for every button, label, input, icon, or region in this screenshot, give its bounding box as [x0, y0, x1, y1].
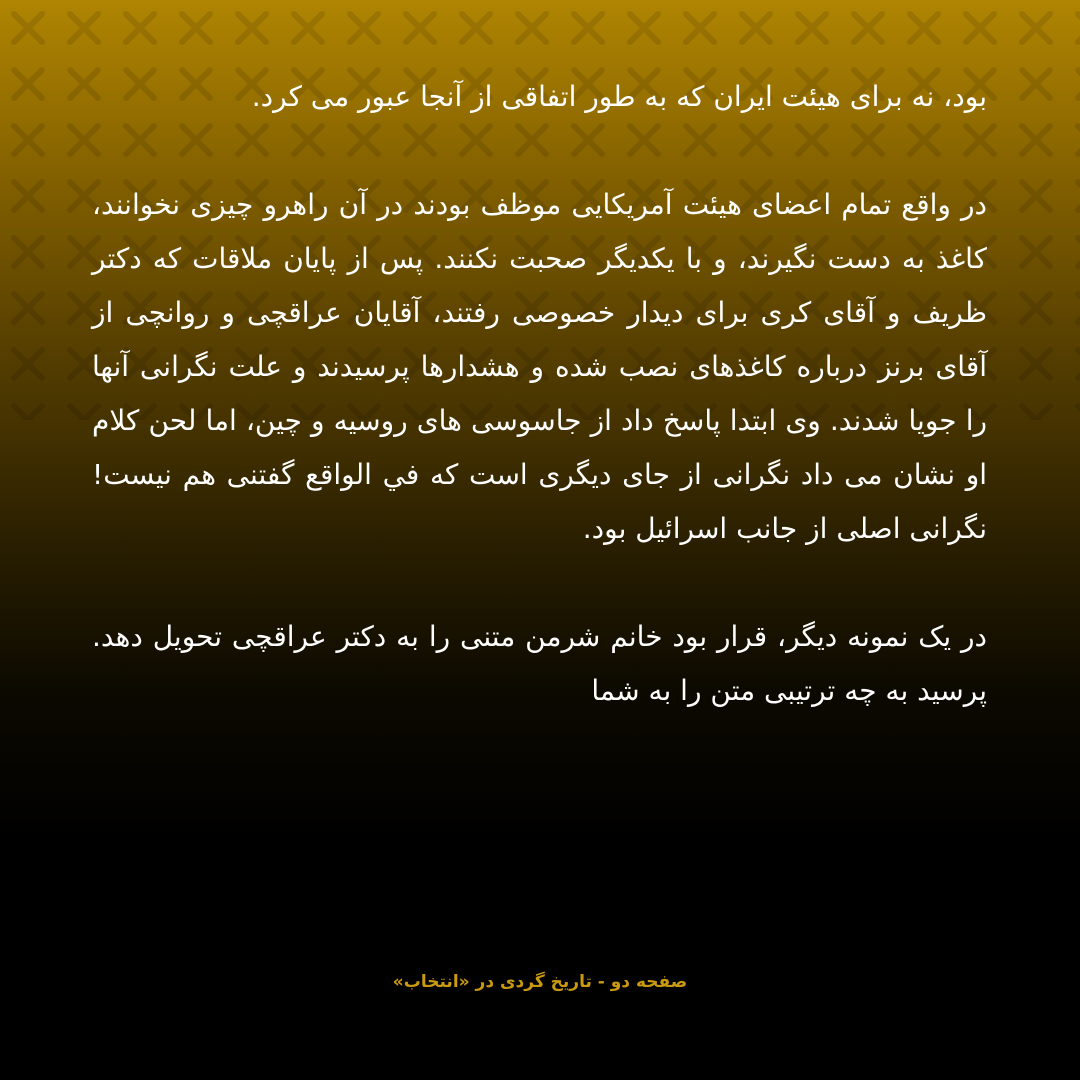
paragraph-3: در یک نمونه دیگر، قرار بود خانم شرمن متنی را به دکتر عراقچی تحویل دهد. پرسید به چه ترتیبی متن را به شما	[92, 620, 987, 707]
article-body	[92, 70, 987, 718]
paragraph-spacer	[92, 556, 987, 610]
page-footer-caption: صفحه دو - تاریخ گردی در «انتخاب»	[392, 972, 688, 992]
paragraph-1: بود، نه برای هیئت ایران که به طور اتفاقی از آنجا عبور می کرد.	[251, 80, 987, 113]
paragraph-spacer	[92, 124, 987, 178]
paragraph-2: در واقع تمام اعضای هیئت آمریکایی موظف بودند در آن راهرو چیزی نخوانند، کاغذ به دست نگیرند، و با یکدیگر صحبت نکنند. پس از پایان ملاقات که دکتر ظریف و آقای کری برای دیدار خصوصی رفتند، آقایان عراقچی و روانچی از آقای برنز درباره کاغذهای نصب شده و هشدارها پرسیدند و علت نگرانی آنها را جویا شدند. وی ابتدا پاسخ داد از جاسوسی های روسیه و چین، اما لحن کلام او نشان می داد نگرانی از جای دیگری است که في الواقع گفتنی هم نیست! نگرانی اصلی از جانب اسرائیل بود.	[92, 188, 987, 545]
